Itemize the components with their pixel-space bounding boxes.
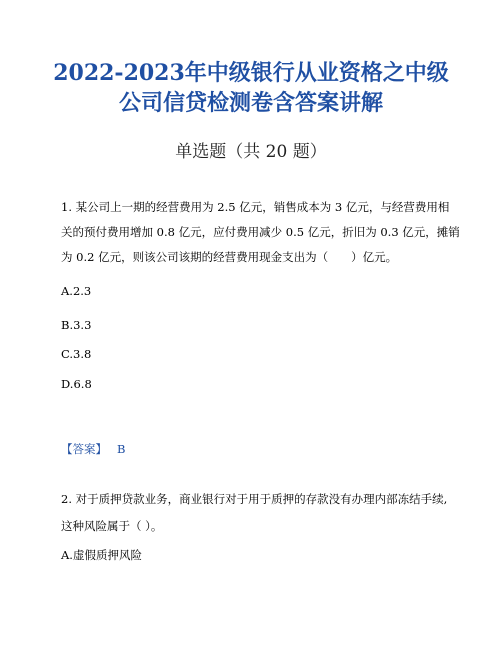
question-2-text-line1: 2. 对于质押贷款业务，商业银行对于用于质押的存款没有办理内部冻结手续, bbox=[61, 492, 448, 506]
section-heading: 单选题（共 20 题） bbox=[175, 142, 327, 162]
answer-value: B bbox=[117, 442, 126, 456]
document-title-line2: 公司信贷检测卷含答案讲解 bbox=[118, 90, 383, 116]
question-1-option-b: B.3.3 bbox=[61, 318, 92, 332]
answer-label: 【答案】 bbox=[61, 442, 107, 456]
question-1-text-line3: 为 0.2 亿元，则该公司该期的经营费用现金支出为（ ）亿元。 bbox=[61, 250, 398, 264]
question-1-text-line1: 1. 某公司上一期的经营费用为 2.5 亿元，销售成本为 3 亿元，与经营费用相 bbox=[61, 200, 450, 214]
question-1-option-d: D.6.8 bbox=[61, 377, 92, 391]
question-1-answer bbox=[61, 441, 125, 457]
question-2-option-a: A.虚假质押风险 bbox=[61, 548, 142, 562]
question-2-text-line2: 这种风险属于（ ）。 bbox=[61, 519, 163, 533]
document-title-line1: 2022-2023年中级银行从业资格之中级 bbox=[53, 60, 449, 86]
question-1-option-a: A.2.3 bbox=[61, 284, 92, 298]
question-1-option-c: C.3.8 bbox=[61, 347, 92, 361]
question-1-text-line2: 关的预付费用增加 0.8 亿元，应付费用减少 0.5 亿元，折旧为 0.3 亿元，摊销 bbox=[61, 225, 460, 239]
